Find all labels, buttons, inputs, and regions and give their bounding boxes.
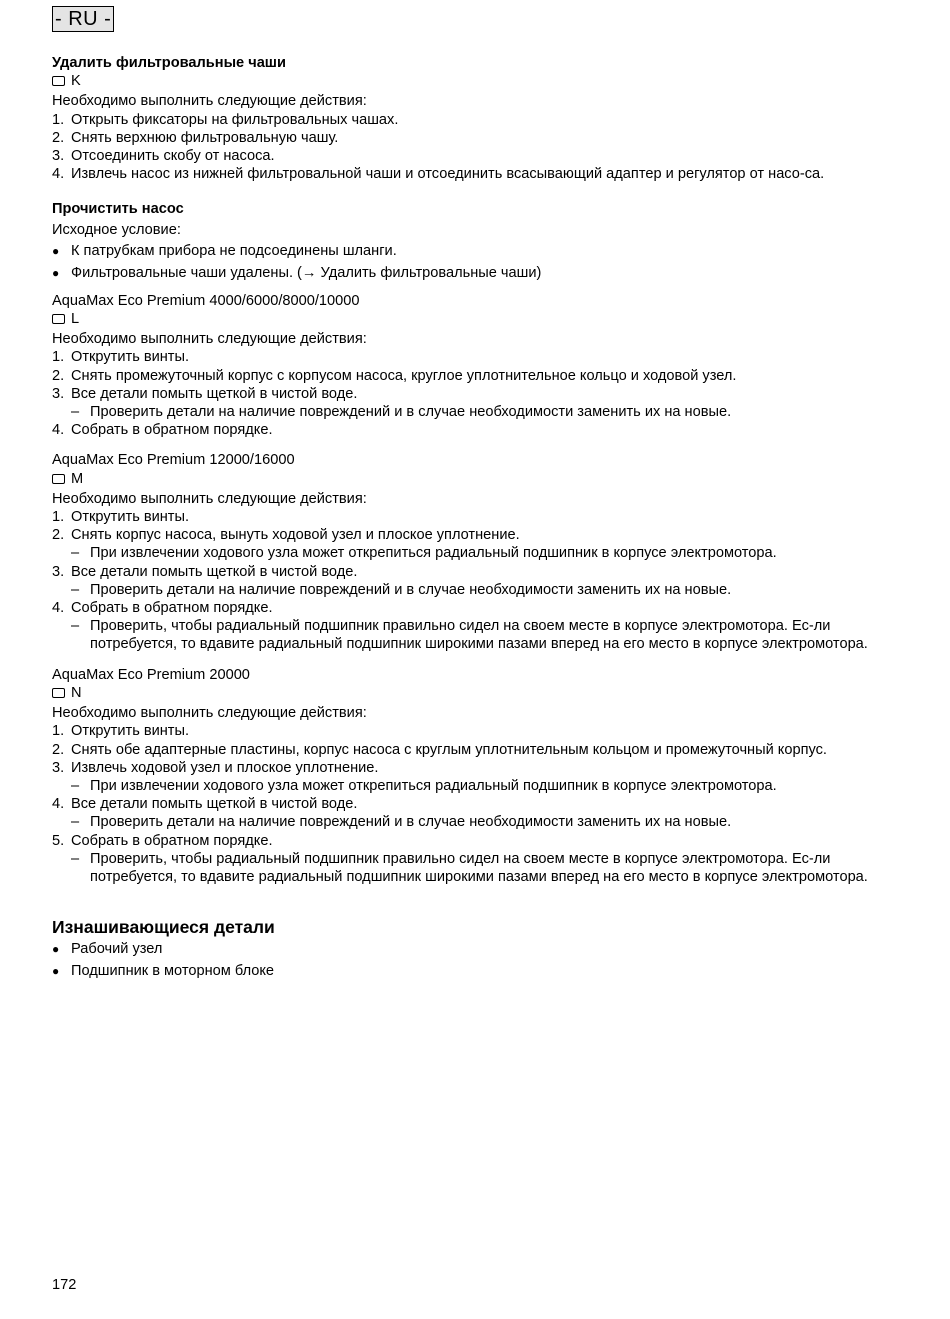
list-item: 3. Все детали помыть щеткой в чистой воде. (52, 563, 358, 580)
list-item: 3. Отсоединить скобу от насоса. (52, 148, 275, 165)
model-name: AquaMax Eco Premium 20000 (52, 666, 250, 683)
steps-intro: Необходимо выполнить следующие действия: (52, 705, 367, 722)
list-item: 1. Открутить винты. (52, 723, 190, 740)
list-item: 2. Снять промежуточный корпус с корпусом насоса, круглое уплотнительное кольцо и ходовой узел. (52, 367, 737, 384)
list-item: ● Рабочий узел (52, 941, 163, 958)
section-title-clean-pump: Прочистить насос (52, 201, 184, 218)
figure-box-icon (52, 314, 65, 324)
section-title-wear-parts: Изнашивающиеся детали (52, 917, 275, 938)
steps-list (52, 348, 882, 439)
steps-intro: Необходимо выполнить следующие действия: (52, 490, 367, 507)
list-item: 1. Открутить винты. (52, 509, 190, 526)
steps-intro: Необходимо выполнить следующие действия: (52, 93, 367, 110)
page-number: 172 (52, 1277, 77, 1293)
list-item: 4. Все детали помыть щеткой в чистой воде. (52, 796, 358, 813)
list-item: 3. Все детали помыть щеткой в чистой воде. (52, 385, 358, 402)
list-sub-item: – При извлечении ходового узла может открепиться радиальный подшипник в корпусе электромотора. (71, 777, 777, 794)
model-name: AquaMax Eco Premium 4000/6000/8000/10000 (52, 292, 360, 309)
language-tag: - RU - (52, 6, 114, 32)
figure-reference: M (52, 470, 882, 488)
list-item: 2. Снять обе адаптерные пластины, корпус насоса с круглым уплотнительным кольцом и промежуточный корпус. (52, 741, 827, 758)
figure-box-icon (52, 688, 65, 698)
list-item: 4. Собрать в обратном порядке. (52, 600, 273, 617)
list-item: 4. Извлечь насос из нижней фильтровальной чаши и отсоединить всасывающий адаптер и регулятор от насо-са. (52, 166, 825, 183)
figure-box-icon (52, 474, 65, 484)
figure-reference: L (52, 310, 882, 328)
figure-reference: K (52, 72, 882, 90)
list-item: 3. Извлечь ходовой узел и плоское уплотнение. (52, 759, 379, 776)
steps-list (52, 722, 882, 886)
precondition-list (52, 242, 882, 282)
list-item: 4. Собрать в обратном порядке. (52, 422, 273, 439)
list-item: ● Подшипник в моторном блоке (52, 963, 275, 980)
list-item: 1. Открутить винты. (52, 349, 190, 366)
steps-intro: Необходимо выполнить следующие действия: (52, 331, 367, 348)
figure-reference: N (52, 684, 882, 702)
list-sub-item: – При извлечении ходового узла может открепиться радиальный подшипник в корпусе электромотора. (71, 545, 777, 562)
list-sub-item: – Проверить детали на наличие повреждений и в случае необходимости заменить их на новые. (71, 581, 732, 598)
figure-box-icon (52, 76, 65, 86)
precondition-label: Исходное условие: (52, 221, 181, 238)
list-item: 2. Снять корпус насоса, вынуть ходовой узел и плоское уплотнение. (52, 527, 520, 544)
wear-parts-list (52, 940, 882, 980)
list-item: 1. Открыть фиксаторы на фильтровальных чашах. (52, 111, 399, 128)
list-sub-item: – Проверить, чтобы радиальный подшипник правильно сидел на своем месте в корпусе электромотора. Ес-ли потребуется, то вдавите радиальный подшипник широкими пазами вперед на его место в корпусе электромотора. (71, 618, 868, 653)
section-title-remove-bowls: Удалить фильтровальные чаши (52, 55, 286, 71)
steps-list (52, 111, 882, 184)
list-item: ● К патрубкам прибора не подсоединены шланги. (52, 242, 397, 259)
document-page (52, 6, 882, 984)
list-item: 5. Собрать в обратном порядке. (52, 832, 273, 849)
list-sub-item: – Проверить детали на наличие повреждений и в случае необходимости заменить их на новые. (71, 404, 732, 421)
model-name: AquaMax Eco Premium 12000/16000 (52, 452, 295, 469)
list-sub-item: – Проверить, чтобы радиальный подшипник правильно сидел на своем месте в корпусе электромотора. Ес-ли потребуется, то вдавите радиальный подшипник широкими пазами вперед на его место в корпусе электромотора. (71, 850, 868, 885)
list-item: 2. Снять верхнюю фильтровальную чашу. (52, 129, 339, 146)
list-item: ● Фильтровальные чаши удалены. (→ Удалить фильтровальные чаши) (52, 264, 542, 281)
steps-list (52, 508, 882, 654)
list-sub-item: – Проверить детали на наличие повреждений и в случае необходимости заменить их на новые. (71, 814, 732, 831)
